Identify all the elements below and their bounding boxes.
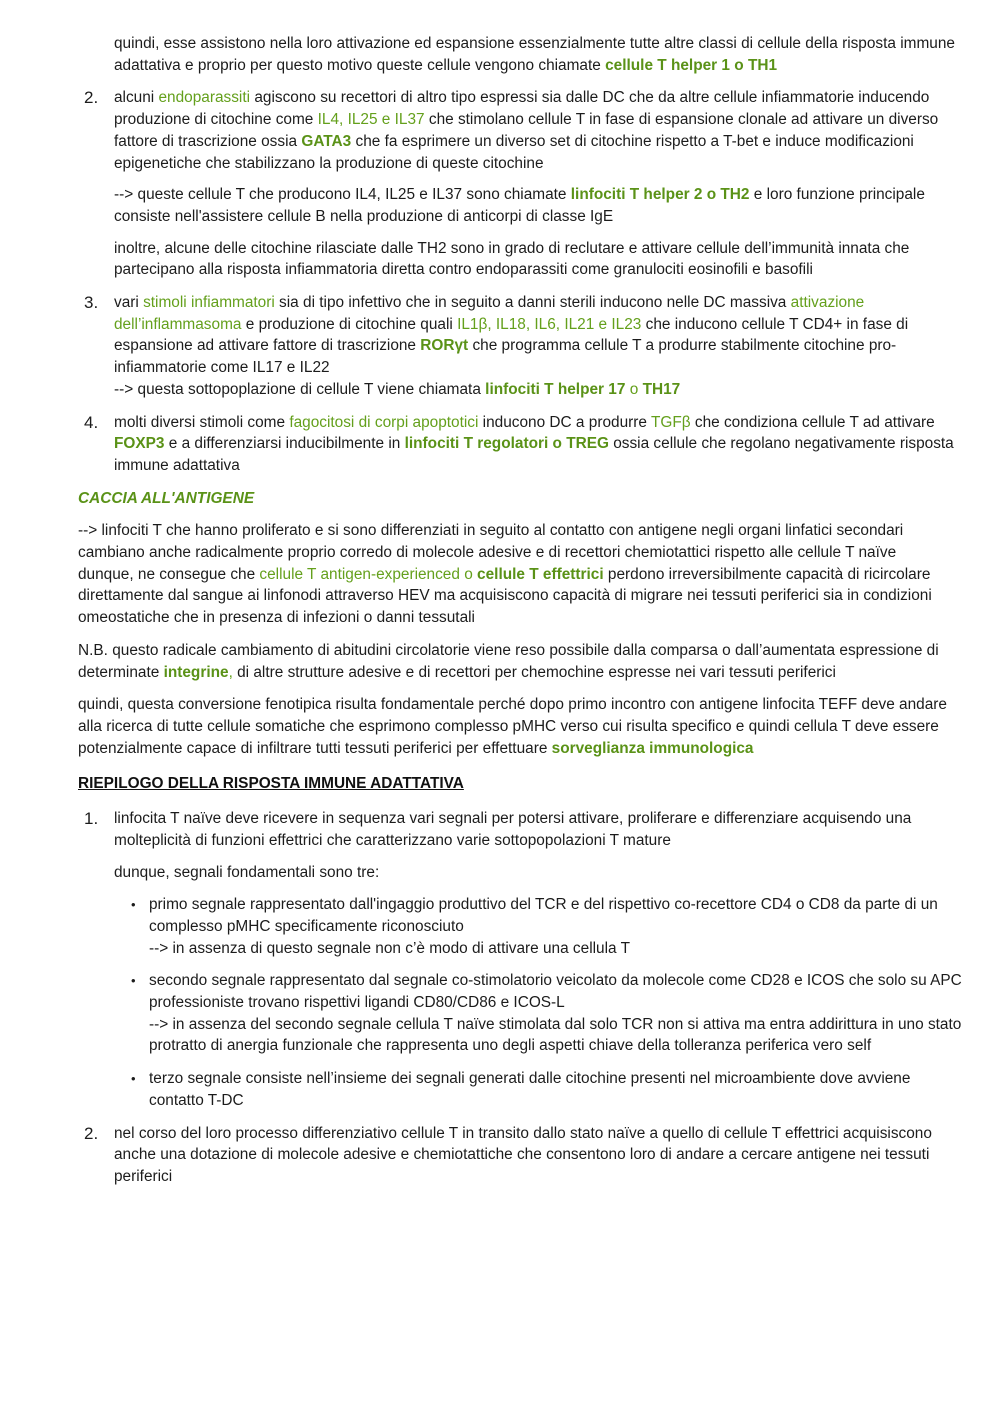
text: e loro funzione principale consiste nell'assistere cellule B nella produzione di anticorpi di classe IgE xyxy=(114,186,925,225)
text: ossia cellule che regolano negativamente risposta immune adattativa xyxy=(114,435,954,474)
term-antigen-experienced: cellule T antigen-experienced o xyxy=(259,565,478,583)
text: e a differenziarsi inducibilmente in xyxy=(164,435,405,453)
text: --> in assenza del secondo segnale cellula T naïve stimolata dal solo TCR non si attiva ma entra addirittura in uno stato protratto di anergia funzionale che rappresenta uno degli aspetti chiave della tolleranza periferica vero self xyxy=(149,1015,962,1055)
text: che stimolano cellule T in fase di espansione clonale ad attivare un diverso fattore di trascrizione ossia xyxy=(114,111,939,150)
term-fagocitosi: fagocitosi di corpi apoptotici xyxy=(289,413,479,431)
item-2-paragraph-3: inoltre, alcune delle citochine rilasciate dalle TH2 sono in grado di reclutare e attivare cellule dell’immunità innata che partecipano alla risposta infiammatoria diretta contro endoparassiti come granulociti eosinofili e basofili xyxy=(114,239,910,279)
text: --> queste cellule T che producono IL4, IL25 e IL37 sono chiamate xyxy=(114,186,571,204)
term-gata3: GATA3 xyxy=(301,132,352,150)
caccia-paragraph-2 xyxy=(78,640,966,683)
term-il4-il25-il37: IL4, IL25 e IL37 xyxy=(317,111,425,129)
term-th17-long: linfociti T helper 17 xyxy=(485,380,626,398)
list-number: 2. xyxy=(84,1123,99,1143)
term-sorveglianza: sorveglianza immunologica xyxy=(551,739,754,757)
summary-item-1-paragraph-2: dunque, segnali fondamentali sono tre: xyxy=(114,863,380,881)
list-number: 3. xyxy=(84,293,99,313)
text: perdono irreversibilmente capacità di ricircolare direttamente dal sangue ai linfonodi attraverso HEV ma acquisiscono capacità di migrare nei tessuti periferici sia in condizioni omeostatiche che in presenza di infezioni o danni tessutali xyxy=(78,565,932,627)
item-3-paragraph xyxy=(114,292,966,401)
list-number: 2. xyxy=(84,88,99,108)
caccia-paragraph-3 xyxy=(78,694,966,759)
summary-item-2 xyxy=(78,1123,966,1188)
text: che condiziona cellule T ad attivare xyxy=(690,413,935,431)
term-stimoli-infiammatori: stimoli infiammatori xyxy=(143,294,275,312)
intro-text: quindi, esse assistono nella loro attivazione ed espansione essenzialmente tutte altre classi di cellule della risposta immune adattativa e proprio per questo motivo queste cellule vengono chiamate xyxy=(114,35,955,74)
text: che inducono cellule T CD4+ in fase di espansione ad attivare fattore di trascrizione xyxy=(114,315,909,355)
text: --> questa sottopoplazione di cellule T viene chiamata xyxy=(114,380,486,398)
list-item-4 xyxy=(78,412,966,477)
summary-item-1 xyxy=(78,808,966,883)
caccia-paragraph-1 xyxy=(78,520,966,629)
bullet-dot: • xyxy=(131,1071,136,1087)
term-rorgt: RORγt xyxy=(420,337,469,355)
bullet-item-1 xyxy=(78,894,966,959)
text: vari xyxy=(114,294,144,312)
term-foxp3: FOXP3 xyxy=(114,435,165,453)
list-item-2 xyxy=(78,87,966,281)
text: inducono DC a produrre xyxy=(478,413,651,431)
list-item-3 xyxy=(78,292,966,401)
text: che programma cellule T a produrre stabilmente citochine pro-infiammatorie come IL17 e IL22 xyxy=(114,337,897,377)
text: dunque, ne consegue che xyxy=(78,565,260,583)
list-number: 4. xyxy=(84,412,99,432)
document-page xyxy=(78,33,966,1188)
bullet-dot: • xyxy=(131,897,136,913)
term-cellule-t-effettrici: cellule T effettrici xyxy=(477,565,604,583)
text: --> linfociti T che hanno proliferato e si sono differenziati in seguito al contatto con antigene negli organi linfatici secondari cambiano anche radicalmente proprio corredo di molecole adesive e di recettori chemiotattici rispetto alle cellule T naïve xyxy=(78,522,904,562)
text: alcuni xyxy=(114,89,159,107)
bullet-item-3 xyxy=(78,1068,966,1111)
summary-item-1-paragraph-1: linfocita T naïve deve ricevere in sequenza vari segnali per potersi attivare, proliferare e differenziare acquisendo una molteplicità di funzioni effettrici che caratterizzano varie sottopopolazioni T mature xyxy=(114,810,912,849)
bullet-dot: • xyxy=(131,973,136,989)
term-th2: linfociti T helper 2 o TH2 xyxy=(570,186,750,204)
term-endoparassiti: endoparassiti xyxy=(158,89,251,107)
term-treg: linfociti T regolatori o TREG xyxy=(404,435,609,453)
bullet-1-text xyxy=(149,894,966,959)
section-heading-riepilogo: RIEPILOGO DELLA RISPOSTA IMMUNE ADATTATIVA xyxy=(78,775,464,793)
bullet-3-text: terzo segnale consiste nell’insieme dei segnali generati dalle citochine presenti nel microambiente dove avviene contatto T-DC xyxy=(149,1070,911,1109)
text: secondo segnale rappresentato dal segnale co-stimolatorio veicolato da molecole come CD28 e ICOS che solo su APC professioniste trovano rispettivi ligandi CD80/CD86 e ICOS-L xyxy=(149,972,962,1012)
text: N.B. questo radicale cambiamento di abitudini circolatorie viene reso possibile dalla comparsa o dall’aumentata espressione di determinate xyxy=(78,641,939,681)
item-2-paragraph-1 xyxy=(114,87,966,174)
summary-item-2-paragraph: nel corso del loro processo differenziativo cellule T in transito dallo stato naïve a quello di cellule T effettrici acquisiscono anche una dotazione di molecole adesive e chemiotattiche che consentono loro di andare a cercare antigene nei tessuti periferici xyxy=(114,1124,932,1185)
text: , xyxy=(228,663,233,681)
term-integrine: integrine xyxy=(163,663,229,681)
term-cytokines: IL1β, IL18, IL6, IL21 e IL23 xyxy=(457,315,642,333)
text: e produzione di citochine quali xyxy=(241,315,458,333)
item-2-paragraph-2 xyxy=(114,184,966,227)
bullet-item-2 xyxy=(78,970,966,1057)
section-heading-caccia: CACCIA ALL'ANTIGENE xyxy=(78,489,255,507)
term-tgfb: TGFβ xyxy=(650,413,691,431)
text: quindi, questa conversione fenotipica risulta fondamentale perché dopo primo incontro con antigene linfocita TEFF deve andare alla ricerca di tutte cellule somatiche che esprimono complesso pMHC verso cui risulta specifico e quindi cellula T deve essere potenzialmente capace di infiltrare tutti tessuti periferici per effettuare xyxy=(78,696,947,757)
term-inflammasoma: attivazione dell’inflammasoma xyxy=(114,294,865,333)
text: --> in assenza di questo segnale non c’è modo di attivare una cellula T xyxy=(149,939,630,957)
term-th1: cellule T helper 1 o TH1 xyxy=(605,56,778,74)
list-number: 1. xyxy=(84,809,99,829)
text: o xyxy=(625,380,643,398)
text: molti diversi stimoli come xyxy=(114,413,290,431)
bullet-2-text xyxy=(149,970,966,1057)
item-4-paragraph xyxy=(114,412,966,477)
text: primo segnale rappresentato dall'ingaggio produttivo del TCR e del rispettivo co-recettore CD4 o CD8 da parte di un complesso pMHC specificamente riconosciuto xyxy=(149,896,938,935)
intro-paragraph xyxy=(78,33,966,76)
text: sia di tipo infettivo che in seguito a danni sterili inducono nelle DC massiva xyxy=(274,294,791,312)
text: che fa esprimere un diverso set di citochine rispetto a T-bet e induce modificazioni epigenetiche che stabilizzano la produzione di queste citochine xyxy=(114,132,914,172)
text: di altre strutture adesive e di recettori per chemochine espresse nei vari tessuti periferici xyxy=(232,663,836,681)
term-th17: TH17 xyxy=(642,380,681,398)
text: agiscono su recettori di altro tipo espressi sia dalle DC che da altre cellule infiammatorie inducendo produzione di citochine come xyxy=(114,89,930,129)
